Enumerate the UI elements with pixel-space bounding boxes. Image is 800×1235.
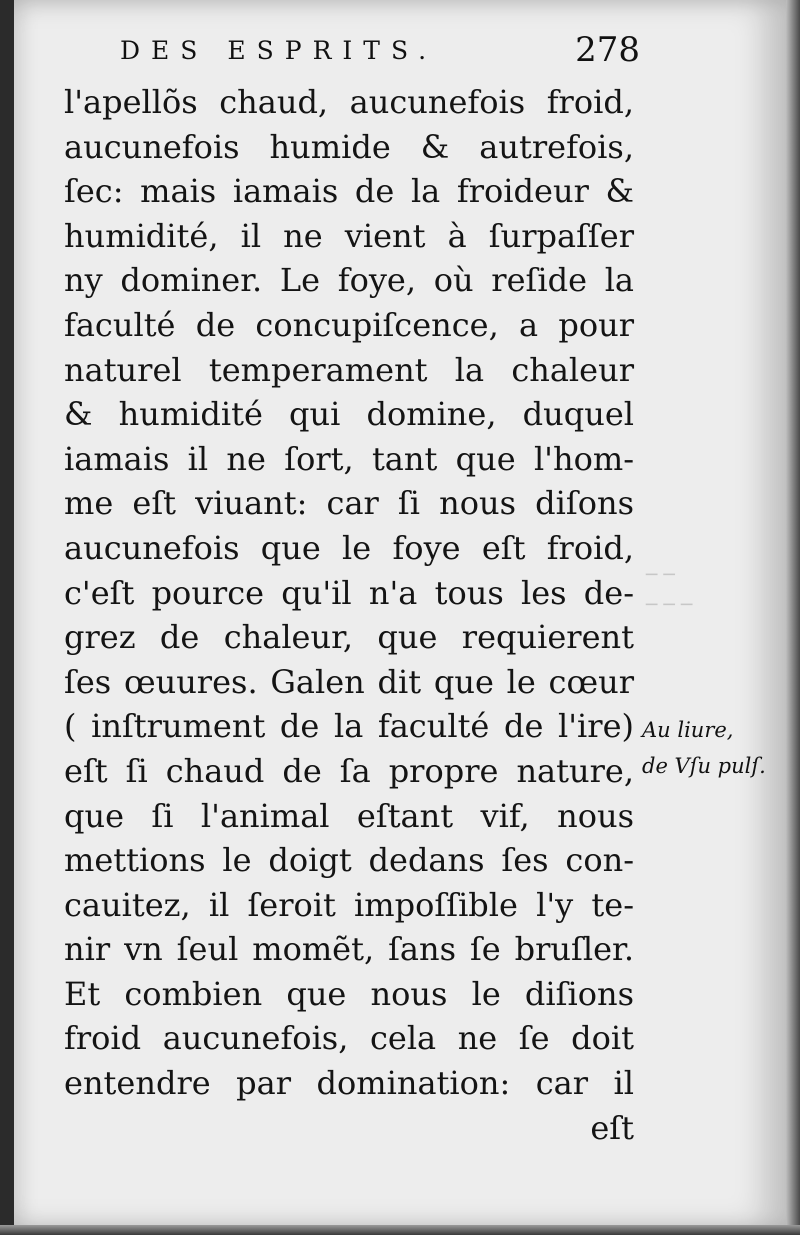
text-line: humidité, il ne vient à ſurpaſſer xyxy=(64,216,634,255)
text-line: l'apellõs chaud, aucunefois froid, xyxy=(64,83,634,121)
text-line: me eſt viuant: car ſi nous diſons xyxy=(64,484,634,523)
text-line: entendre par domination: car il xyxy=(64,1064,634,1103)
text-line: naturel temperament la chaleur xyxy=(64,350,634,389)
text-line: ( inſtrument de la faculté de l'ire) xyxy=(64,707,634,746)
text-line: ſes œuures. Galen dit que le cœur xyxy=(64,662,634,701)
text-line: nir vn ſeul momẽt, ſans ſe bruſler. xyxy=(64,930,634,969)
text-line: c'eſt pource qu'il n'a tous les de- xyxy=(64,573,634,612)
text-line: & humidité qui domine, duquel xyxy=(64,395,634,434)
catchword: eſt xyxy=(590,1108,634,1147)
page-bottom-shadow xyxy=(0,1225,800,1235)
margin-note xyxy=(642,712,786,784)
running-head: DES ESPRITS. xyxy=(120,36,438,65)
text-line: cauitez, il ſeroit impoſſible l'y te- xyxy=(64,885,634,924)
page-edge-shadow xyxy=(786,0,800,1235)
text-line: mettions le doigt dedans ſes con- xyxy=(64,841,634,880)
text-line: grez de chaleur, que requierent xyxy=(64,618,634,657)
text-line: aucunefois que le foye eſt froid, xyxy=(64,528,634,567)
margin-note-line: Au liure, xyxy=(642,718,734,742)
text-line: froid aucunefois, cela ne ſe doit xyxy=(64,1019,634,1058)
page-header xyxy=(120,30,640,70)
text-line: faculté de concupiſcence, a pour xyxy=(64,305,634,344)
show-through-text: ─ ─ ─ ─ ─ xyxy=(646,564,693,616)
text-line: iamais il ne ſort, tant que l'hom- xyxy=(64,439,634,478)
text-line: Et combien que nous le diſions xyxy=(64,974,634,1013)
text-line: que ſi l'animal eſtant vif, nous xyxy=(64,796,634,835)
text-line: ſec: mais iamais de la froideur & xyxy=(64,172,634,211)
text-line: aucunefois humide & autrefois, xyxy=(64,127,634,166)
body-text xyxy=(64,80,634,1150)
book-page xyxy=(14,0,786,1228)
text-line: ny dominer. Le foye, où reſide la xyxy=(64,261,634,300)
page-number: 278 xyxy=(575,30,640,70)
margin-note-line: de Vſu pulſ. xyxy=(642,754,766,778)
text-line: eſt ſi chaud de ſa propre nature, xyxy=(64,751,634,790)
